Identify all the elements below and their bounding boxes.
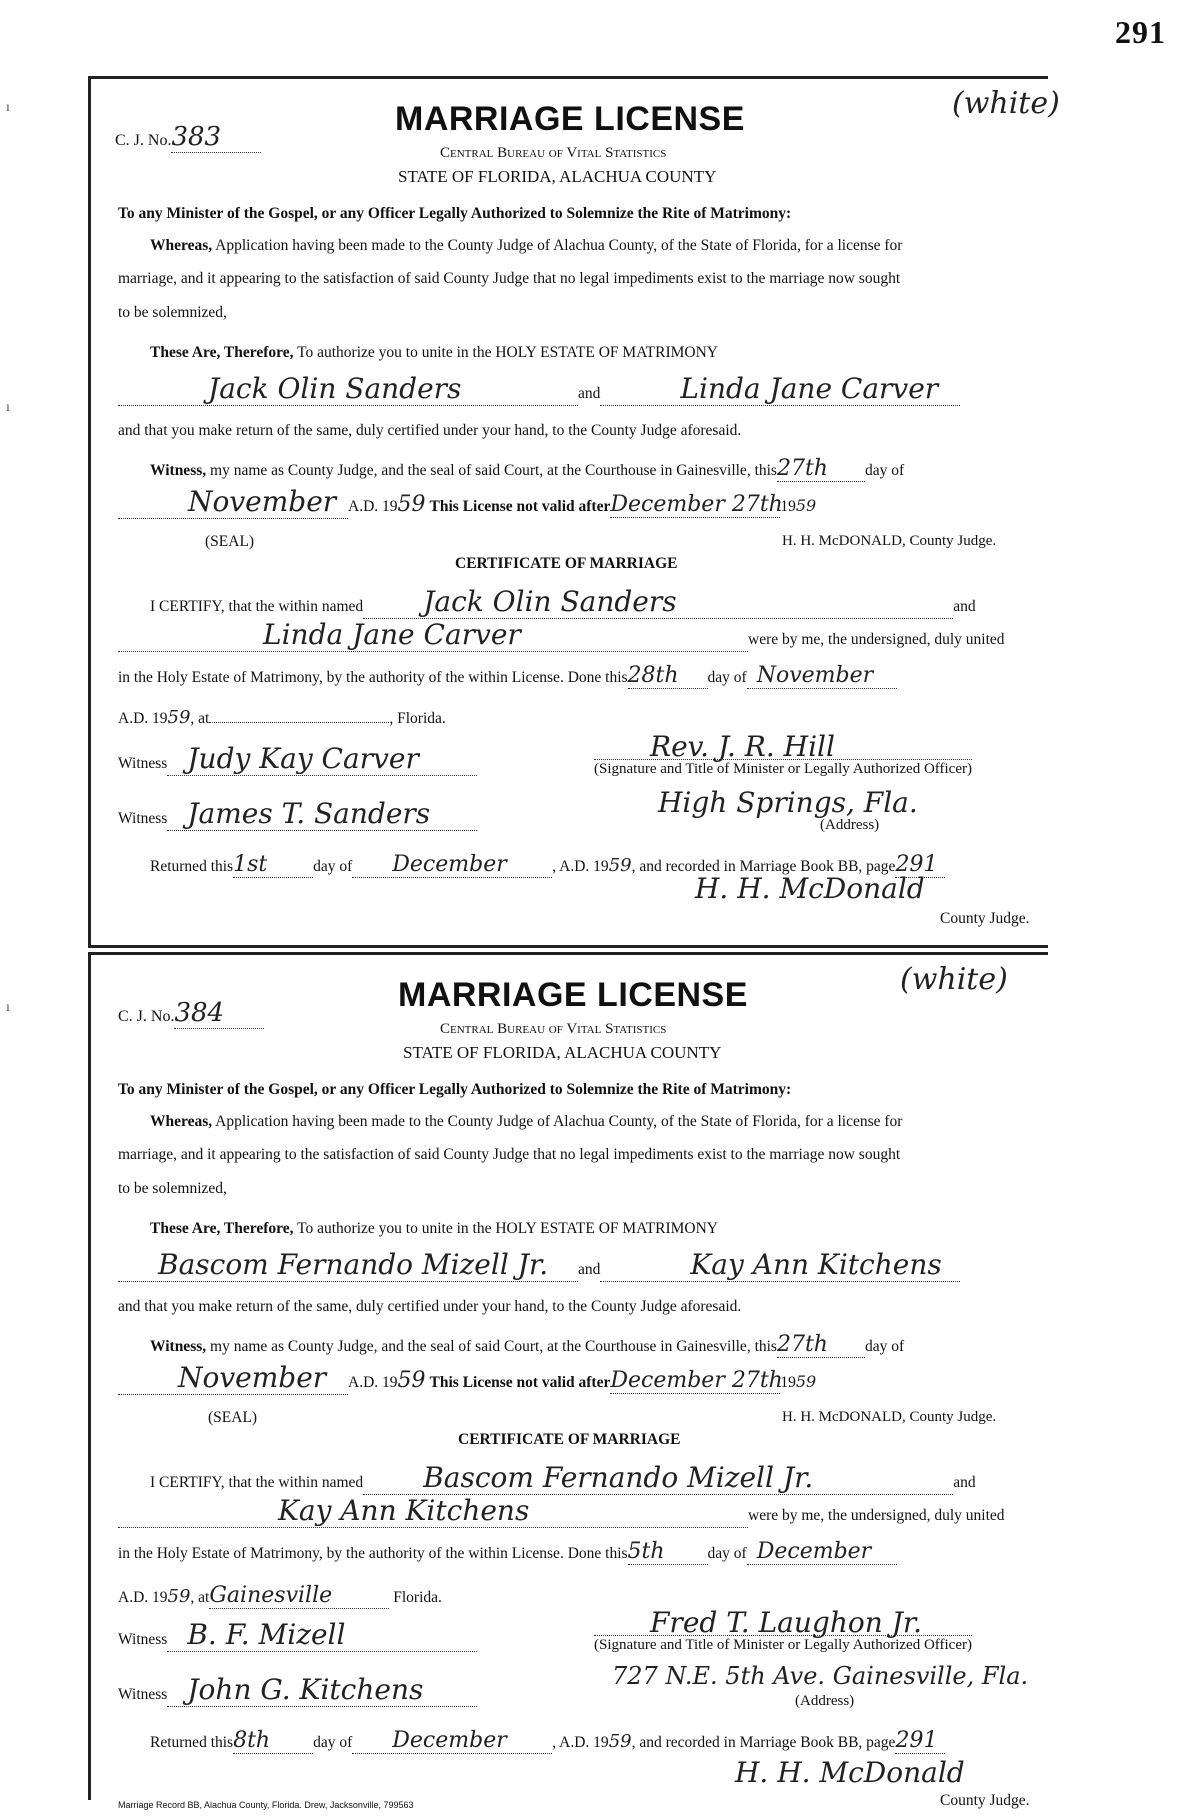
sig-title-caption: (Signature and Title of Minister or Legally Authorized Officer) — [594, 761, 972, 777]
cj-no-label: C. J. No. — [115, 132, 172, 149]
whereas-text-1: Application having been made to the County Judge of Alachua County, of the State of Florida, for a license for — [215, 237, 903, 254]
were-by-me-label: were by me, the undersigned, duly united — [748, 1507, 1005, 1524]
minister-signature: Fred T. Laughon Jr. — [650, 1606, 923, 1639]
issue-month: November — [118, 1361, 348, 1395]
holy-estate-label: in the Holy Estate of Matrimony, by the authority of the within License. Done this — [118, 669, 628, 686]
make-return-line: and that you make return of the same, duly certified under your hand, to the County Judge aforesaid. — [118, 422, 742, 439]
binding-mark: ı — [6, 1000, 10, 1015]
minister-address: 727 N.E. 5th Ave. Gainesville, Fla. — [612, 1662, 1029, 1690]
day-of-label: day of — [864, 462, 905, 479]
groom-name: Jack Olin Sanders — [118, 372, 578, 406]
ad-label: A.D. 19 — [348, 498, 398, 515]
cert-groom: Bascom Fernando Mizell Jr. — [363, 1461, 953, 1495]
returned-line: Returned this8th day of December , A.D. 1959, and recorded in Marriage Book BB, page291 — [150, 1728, 945, 1754]
returned-day: 1st — [233, 852, 313, 878]
day-of-label: day of — [313, 1734, 353, 1751]
ad-label: A.D. 19 — [118, 710, 168, 727]
state-line: STATE OF FLORIDA, ALACHUA COUNTY — [398, 167, 717, 186]
done-line — [118, 663, 897, 689]
witness-bold-label: Witness, — [150, 462, 207, 479]
these-are-line — [150, 344, 718, 362]
county-judge-caption: County Judge. — [940, 1792, 1030, 1809]
done-year: 59 — [167, 1586, 191, 1607]
ad-label: A.D. 19 — [348, 1374, 398, 1391]
whereas-line-1 — [150, 1113, 902, 1131]
certify-line — [150, 585, 976, 619]
bride-name: Linda Jane Carver — [600, 372, 960, 406]
witness-seal-line — [150, 456, 904, 482]
bride-name: Kay Ann Kitchens — [600, 1248, 960, 1282]
florida-label: Florida. — [393, 1589, 442, 1606]
witness-label: Witness — [118, 810, 168, 827]
cj-no-label: C. J. No. — [118, 1008, 175, 1025]
county-judge-caption: County Judge. — [940, 910, 1030, 927]
whereas-label: Whereas, — [150, 237, 213, 254]
cert-bride-line — [118, 1494, 1005, 1528]
license-title: MARRIAGE LICENSE — [398, 976, 748, 1014]
these-are-label: These Are, Therefore, — [150, 1220, 294, 1237]
whereas-label: Whereas, — [150, 1113, 213, 1130]
returned-label: Returned this — [150, 858, 234, 875]
page-number: 291 — [1115, 14, 1166, 50]
binding-mark: ı — [6, 400, 10, 415]
groom-name: Bascom Fernando Mizell Jr. — [118, 1248, 578, 1282]
address-caption: (Address) — [820, 817, 880, 833]
issue-day: 27th — [777, 456, 865, 482]
place — [209, 722, 389, 723]
couple-line — [118, 1248, 960, 1282]
witness-2: John G. Kitchens — [167, 1673, 477, 1707]
authorize-text: To authorize you to unite in the HOLY ESTATE OF MATRIMONY — [297, 344, 719, 361]
florida-label: Florida. — [397, 710, 446, 727]
recorded-label: and recorded in Marriage Book BB, page — [639, 1734, 896, 1751]
issue-date-line — [118, 485, 816, 519]
cert-bride: Kay Ann Kitchens — [118, 1494, 748, 1528]
nineteen-label: 19 — [780, 1374, 796, 1391]
these-are-label: These Are, Therefore, — [150, 344, 294, 361]
couple-line — [118, 372, 960, 406]
race-note: (white) — [952, 86, 1060, 121]
done-line — [118, 1539, 897, 1565]
cj-no-value: 383 — [171, 122, 261, 153]
done-day: 28th — [628, 663, 708, 689]
expire-year: 59 — [795, 496, 817, 515]
whereas-line-2: marriage, and it appearing to the satisfaction of said County Judge that no legal impediments exist to the marriage now sought — [118, 270, 901, 287]
done-month: November — [747, 663, 897, 689]
certify-line — [150, 1461, 976, 1495]
issue-day: 27th — [777, 1332, 865, 1358]
done-month: December — [747, 1539, 897, 1565]
certify-label: I CERTIFY, that the within named — [150, 598, 364, 615]
ad-label: A.D. 19 — [559, 858, 609, 875]
seal-label: (SEAL) — [205, 533, 255, 550]
holy-estate-label: in the Holy Estate of Matrimony, by the authority of the within License. Done this — [118, 1545, 628, 1562]
whereas-line-3: to be solemnized, — [118, 304, 227, 321]
binding-mark: ı — [6, 100, 10, 115]
returned-year: 59 — [608, 855, 632, 876]
expire-date: December 27th — [610, 492, 783, 517]
whereas-text-1: Application having been made to the County Judge of Alachua County, of the State of Florida, for a license for — [215, 1113, 903, 1130]
cert-bride-line — [118, 618, 1005, 652]
day-of-label: day of — [707, 669, 747, 686]
cj-no-value: 384 — [174, 998, 264, 1029]
county-judge-name: H. H. McDONALD, County Judge. — [782, 533, 997, 549]
not-valid-label: This License not valid after — [429, 1374, 611, 1391]
ad-label: A.D. 19 — [118, 1589, 168, 1606]
issue-year: 59 — [397, 1368, 426, 1393]
place: Gainesville — [209, 1583, 389, 1609]
done-year: 59 — [167, 707, 191, 728]
certify-label: I CERTIFY, that the within named — [150, 1474, 364, 1491]
and-label: and — [578, 385, 601, 402]
not-valid-label: This License not valid after — [429, 498, 611, 515]
and-label: and — [953, 1474, 976, 1491]
day-of-label: day of — [864, 1338, 905, 1355]
certificate-title: CERTIFICATE OF MARRIAGE — [458, 1431, 681, 1448]
license-title: MARRIAGE LICENSE — [395, 100, 745, 138]
returned-year: 59 — [608, 1731, 632, 1752]
book-page: 291 — [895, 1728, 945, 1754]
witness-text: my name as County Judge, and the seal of said Court, at the Courthouse in Gainesville, this — [210, 462, 777, 479]
at-label: at — [198, 1589, 210, 1606]
footer-imprint: Marriage Record BB, Alachua County, Florida. Drew, Jacksonville, 799563 — [118, 1800, 414, 1810]
certificate-title: CERTIFICATE OF MARRIAGE — [455, 555, 678, 572]
cj-number-row — [118, 998, 264, 1029]
county-judge-name: H. H. McDONALD, County Judge. — [782, 1409, 997, 1425]
witness-1: Judy Kay Carver — [167, 742, 477, 776]
these-are-line — [150, 1220, 718, 1238]
witness-label: Witness — [118, 1631, 168, 1648]
authorize-text: To authorize you to unite in the HOLY ESTATE OF MATRIMONY — [297, 1220, 719, 1237]
witness-label: Witness — [118, 755, 168, 772]
place-line: A.D. 1959, atGainesville Florida. — [118, 1583, 442, 1608]
minister-signature: Rev. J. R. Hill — [650, 730, 835, 763]
issue-month: November — [118, 485, 348, 519]
book-page: 291 — [895, 852, 945, 878]
state-line: STATE OF FLORIDA, ALACHUA COUNTY — [403, 1043, 722, 1062]
expire-date: December 27th — [610, 1368, 783, 1393]
bureau-line: Central Bureau of Vital Statistics — [440, 1021, 667, 1037]
address-caption: (Address) — [795, 1693, 855, 1709]
at-label: at — [198, 710, 210, 727]
to-any-line: To any Minister of the Gospel, or any Officer Legally Authorized to Solemnize the Rite of Matrimony: — [118, 1081, 792, 1098]
whereas-line-2: marriage, and it appearing to the satisfaction of said County Judge that no legal impediments exist to the marriage now sought — [118, 1146, 901, 1163]
marriage-record-2 — [0, 876, 1200, 1818]
witness-bold-label: Witness, — [150, 1338, 207, 1355]
witness-2: James T. Sanders — [167, 797, 477, 831]
returned-line: Returned this1st day of December , A.D. 1959, and recorded in Marriage Book BB, page291 — [150, 852, 945, 878]
day-of-label: day of — [313, 858, 353, 875]
cj-number-row — [115, 122, 261, 153]
seal-label: (SEAL) — [208, 1409, 258, 1426]
returned-month: December — [352, 1728, 552, 1754]
sig-title-caption: (Signature and Title of Minister or Legally Authorized Officer) — [594, 1637, 972, 1653]
cert-bride: Linda Jane Carver — [118, 618, 748, 652]
witness-seal-line — [150, 1332, 904, 1358]
bureau-line: Central Bureau of Vital Statistics — [440, 145, 667, 161]
race-note: (white) — [900, 962, 1008, 997]
witness-text: my name as County Judge, and the seal of said Court, at the Courthouse in Gainesville, this — [210, 1338, 777, 1355]
issue-date-line — [118, 1361, 816, 1395]
witness-1: B. F. Mizell — [167, 1618, 477, 1652]
day-of-label: day of — [707, 1545, 747, 1562]
ad-label: A.D. 19 — [559, 1734, 609, 1751]
recorded-label: and recorded in Marriage Book BB, page — [639, 858, 896, 875]
issue-year: 59 — [397, 492, 426, 517]
witness-2-line — [118, 1673, 477, 1707]
whereas-line-3: to be solemnized, — [118, 1180, 227, 1197]
expire-year: 59 — [795, 1372, 817, 1391]
and-label: and — [953, 598, 976, 615]
witness-2-line — [118, 797, 477, 831]
returned-month: December — [352, 852, 552, 878]
were-by-me-label: were by me, the undersigned, duly united — [748, 631, 1005, 648]
make-return-line: and that you make return of the same, duly certified under your hand, to the County Judge aforesaid. — [118, 1298, 742, 1315]
judge-signature: H. H. McDonald — [695, 872, 925, 905]
witness-1-line — [118, 742, 477, 776]
and-label: and — [578, 1261, 601, 1278]
minister-address: High Springs, Fla. — [658, 786, 918, 819]
to-any-line: To any Minister of the Gospel, or any Officer Legally Authorized to Solemnize the Rite of Matrimony: — [118, 205, 792, 222]
witness-1-line — [118, 1618, 477, 1652]
nineteen-label: 19 — [780, 498, 796, 515]
cert-groom: Jack Olin Sanders — [363, 585, 953, 619]
whereas-line-1 — [150, 237, 902, 255]
place-line: A.D. 1959, at , Florida. — [118, 707, 446, 728]
judge-signature: H. H. McDonald — [735, 1756, 965, 1789]
done-day: 5th — [628, 1539, 708, 1565]
witness-label: Witness — [118, 1686, 168, 1703]
returned-day: 8th — [233, 1728, 313, 1754]
returned-label: Returned this — [150, 1734, 234, 1751]
